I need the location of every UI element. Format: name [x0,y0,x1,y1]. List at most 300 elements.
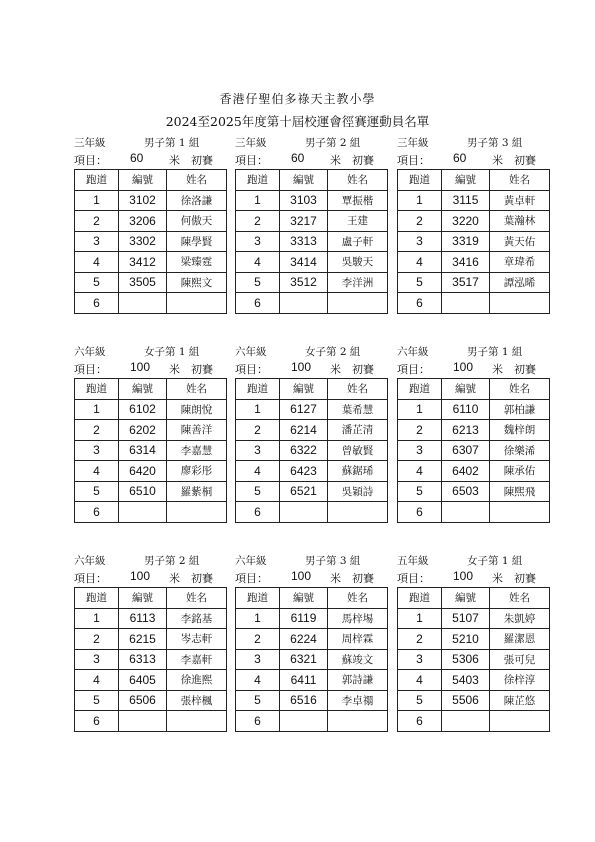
table-row [236,211,388,232]
group-label: 男子第 2 組 [305,137,361,149]
name-cell: 李嘉軒 [167,649,227,670]
column-header: 跑道 [236,379,280,400]
table-row [75,272,227,293]
name-cell: 羅潔恩 [490,629,550,650]
table-row [236,649,388,670]
lane-cell: 2 [236,211,280,232]
event-round: 初賽 [352,363,374,376]
column-header: 跑道 [75,170,119,191]
name-cell [328,293,388,314]
number-cell [280,293,328,314]
lane-cell: 5 [75,272,119,293]
column-header: 跑道 [236,170,280,191]
table-row [75,711,227,732]
lane-cell: 1 [398,399,442,420]
name-cell: 陳煕飛 [490,481,550,502]
event-label: 項目： [235,154,268,167]
number-cell: 6314 [119,440,167,461]
lane-cell: 5 [398,481,442,502]
name-cell: 譚泓晞 [490,272,550,293]
block-header [74,344,226,360]
event-round: 初賽 [514,572,536,585]
number-cell: 6420 [119,461,167,482]
athlete-table [235,169,388,314]
lane-cell: 3 [398,440,442,461]
roster-block [235,344,387,523]
event-distance: 100 [453,569,474,583]
lane-cell: 3 [236,440,280,461]
name-cell: 徐進熙 [167,670,227,691]
table-header-row [398,379,550,400]
roster-block [235,553,387,732]
event-distance: 60 [453,151,467,165]
name-cell: 章瑋希 [490,252,550,273]
number-cell [280,711,328,732]
table-header-row [398,588,550,609]
group-label: 女子第 2 組 [305,346,361,358]
group-label: 男子第 3 組 [467,137,523,149]
number-cell: 6411 [280,670,328,691]
table-row [236,190,388,211]
table-row [75,440,227,461]
name-cell: 陳熙文 [167,272,227,293]
table-header-row [236,588,388,609]
number-cell: 6423 [280,461,328,482]
lane-cell: 3 [75,440,119,461]
name-cell: 徐洛謙 [167,190,227,211]
block-header [235,553,387,569]
event-line [74,360,226,378]
number-cell: 6521 [280,481,328,502]
event-label: 項目： [74,154,107,167]
event-label: 項目： [397,572,430,585]
column-header: 編號 [442,170,490,191]
grade-label: 六年級 [235,555,267,567]
lane-cell: 6 [236,293,280,314]
name-cell: 吳穎詩 [328,481,388,502]
column-header: 跑道 [398,170,442,191]
name-cell: 郭詩謙 [328,670,388,691]
event-unit: 米 [330,363,341,376]
number-cell [280,502,328,523]
block-header [235,135,387,151]
lane-cell: 2 [236,420,280,441]
event-distance: 60 [291,151,305,165]
number-cell [119,293,167,314]
number-cell: 6307 [442,440,490,461]
column-header: 姓名 [490,170,550,191]
table-row [398,211,550,232]
name-cell: 陳朗悅 [167,399,227,420]
lane-cell: 6 [398,502,442,523]
roster-block [74,135,226,314]
lane-cell: 1 [236,399,280,420]
group-label: 女子第 1 組 [144,346,200,358]
event-unit: 米 [169,572,180,585]
table-row [75,608,227,629]
table-row [398,440,550,461]
number-cell: 6202 [119,420,167,441]
number-cell: 3412 [119,252,167,273]
table-row [236,252,388,273]
number-cell: 6503 [442,481,490,502]
table-header-row [75,379,227,400]
column-header: 編號 [280,170,328,191]
event-unit: 米 [330,154,341,167]
number-cell: 6224 [280,629,328,650]
table-row [398,272,550,293]
lane-cell: 3 [75,231,119,252]
name-cell: 王建 [328,211,388,232]
grade-label: 六年級 [74,555,106,567]
name-cell: 蘇鋸琋 [328,461,388,482]
table-row [398,190,550,211]
lane-cell: 4 [75,252,119,273]
number-cell: 3414 [280,252,328,273]
column-header: 編號 [119,588,167,609]
lane-cell: 6 [75,711,119,732]
event-round: 初賽 [514,154,536,167]
lane-cell: 4 [236,461,280,482]
name-cell: 魏梓朗 [490,420,550,441]
lane-cell: 1 [236,608,280,629]
athlete-table [235,378,388,523]
name-cell: 陳善洋 [167,420,227,441]
lane-cell: 4 [75,461,119,482]
table-row [75,690,227,711]
name-cell: 陳學賢 [167,231,227,252]
lane-cell: 5 [398,690,442,711]
block-header [235,344,387,360]
number-cell: 3313 [280,231,328,252]
lane-cell: 4 [398,252,442,273]
event-label: 項目： [235,572,268,585]
athlete-table [235,587,388,732]
name-cell [167,711,227,732]
event-label: 項目： [397,363,430,376]
name-cell: 李嘉慧 [167,440,227,461]
lane-cell: 6 [236,502,280,523]
number-cell [442,502,490,523]
event-unit: 米 [492,572,503,585]
table-row [398,502,550,523]
event-line [235,569,387,587]
name-cell: 吳駿天 [328,252,388,273]
table-row [398,690,550,711]
lane-cell: 2 [75,629,119,650]
roster-block [235,135,387,314]
table-row [75,252,227,273]
lane-cell: 5 [398,272,442,293]
column-header: 跑道 [75,588,119,609]
group-label: 男子第 3 組 [305,555,361,567]
event-label: 項目： [397,154,430,167]
table-row [236,629,388,650]
number-cell: 3319 [442,231,490,252]
number-cell: 6313 [119,649,167,670]
name-cell: 馬梓埸 [328,608,388,629]
event-line [397,360,549,378]
event-round: 初賽 [191,154,213,167]
lane-cell: 2 [236,629,280,650]
column-header: 跑道 [236,588,280,609]
number-cell: 3220 [442,211,490,232]
number-cell: 3416 [442,252,490,273]
number-cell: 3102 [119,190,167,211]
event-round: 初賽 [191,572,213,585]
name-cell [490,711,550,732]
column-header: 編號 [442,588,490,609]
table-row [75,502,227,523]
number-cell: 6119 [280,608,328,629]
table-row [398,231,550,252]
number-cell: 6506 [119,690,167,711]
group-label: 男子第 1 組 [467,346,523,358]
table-row [75,629,227,650]
number-cell: 6510 [119,481,167,502]
column-header: 姓名 [490,588,550,609]
event-line [235,360,387,378]
table-row [75,670,227,691]
number-cell: 6215 [119,629,167,650]
number-cell: 6321 [280,649,328,670]
grade-label: 三年級 [74,137,106,149]
lane-cell: 5 [75,690,119,711]
name-cell: 何傲天 [167,211,227,232]
table-row [236,272,388,293]
athlete-table [397,169,550,314]
number-cell: 6402 [442,461,490,482]
number-cell: 6127 [280,399,328,420]
event-distance: 60 [130,151,144,165]
name-cell: 蘇竣文 [328,649,388,670]
column-header: 姓名 [167,170,227,191]
group-label: 女子第 1 組 [467,555,523,567]
roster-block [74,344,226,523]
lane-cell: 6 [75,293,119,314]
name-cell: 陳承佑 [490,461,550,482]
table-row [236,293,388,314]
lane-cell: 5 [236,481,280,502]
lane-cell: 3 [236,231,280,252]
name-cell [328,711,388,732]
number-cell: 5210 [442,629,490,650]
name-cell: 黃天佑 [490,231,550,252]
event-distance: 100 [453,360,474,374]
name-cell: 徐樂浠 [490,440,550,461]
column-header: 編號 [280,379,328,400]
number-cell: 6102 [119,399,167,420]
name-cell: 潘芷清 [328,420,388,441]
table-row [75,649,227,670]
table-row [398,670,550,691]
grade-label: 三年級 [397,137,429,149]
grade-label: 六年級 [397,346,429,358]
table-header-row [236,170,388,191]
number-cell: 3217 [280,211,328,232]
column-header: 跑道 [398,588,442,609]
column-header: 跑道 [398,379,442,400]
athlete-table [74,378,227,523]
roster-block [397,344,549,523]
lane-cell: 6 [75,502,119,523]
table-row [75,190,227,211]
event-label: 項目： [74,363,107,376]
lane-cell: 5 [236,272,280,293]
lane-cell: 1 [398,190,442,211]
group-label: 男子第 1 組 [144,137,200,149]
number-cell: 3206 [119,211,167,232]
lane-cell: 1 [75,190,119,211]
table-row [75,399,227,420]
table-header-row [75,588,227,609]
roster-block [397,553,549,732]
event-label: 項目： [74,572,107,585]
event-round: 初賽 [514,363,536,376]
column-header: 姓名 [328,379,388,400]
table-row [236,711,388,732]
table-row [236,440,388,461]
number-cell: 3302 [119,231,167,252]
lane-cell: 2 [398,420,442,441]
number-cell: 5506 [442,690,490,711]
column-header: 跑道 [75,379,119,400]
number-cell: 6113 [119,608,167,629]
number-cell: 6322 [280,440,328,461]
column-header: 編號 [119,170,167,191]
name-cell: 陳芷悠 [490,690,550,711]
block-header [74,553,226,569]
grade-label: 三年級 [235,137,267,149]
table-row [75,211,227,232]
table-row [75,461,227,482]
lane-cell: 3 [236,649,280,670]
column-header: 姓名 [328,170,388,191]
roster-block [74,553,226,732]
athlete-table [397,378,550,523]
lane-cell: 1 [236,190,280,211]
name-cell: 岑志軒 [167,629,227,650]
table-row [398,461,550,482]
name-cell: 張梓楓 [167,690,227,711]
block-header [397,135,549,151]
lane-cell: 4 [398,461,442,482]
lane-cell: 2 [75,420,119,441]
table-header-row [236,379,388,400]
table-row [236,420,388,441]
athlete-table [74,169,227,314]
table-row [236,502,388,523]
table-header-row [75,170,227,191]
name-cell: 覃振楷 [328,190,388,211]
column-header: 編號 [442,379,490,400]
lane-cell: 4 [236,252,280,273]
number-cell: 5306 [442,649,490,670]
table-row [398,399,550,420]
name-cell: 徐梓淳 [490,670,550,691]
event-unit: 米 [330,572,341,585]
grade-label: 六年級 [235,346,267,358]
table-row [75,293,227,314]
table-row [75,481,227,502]
name-cell: 廖彩彤 [167,461,227,482]
lane-cell: 1 [75,608,119,629]
name-cell: 羅紫桐 [167,481,227,502]
number-cell: 6516 [280,690,328,711]
table-row [236,608,388,629]
table-row [398,420,550,441]
name-cell: 曾敏賢 [328,440,388,461]
event-distance: 100 [291,569,312,583]
table-row [236,461,388,482]
athlete-table [397,587,550,732]
lane-cell: 5 [75,481,119,502]
table-row [236,399,388,420]
number-cell [119,711,167,732]
name-cell: 葉希慧 [328,399,388,420]
column-header: 姓名 [490,379,550,400]
number-cell [119,502,167,523]
number-cell: 3517 [442,272,490,293]
athlete-table [74,587,227,732]
table-row [398,711,550,732]
table-row [75,420,227,441]
event-line [74,151,226,169]
name-cell: 周梓霖 [328,629,388,650]
event-distance: 100 [130,569,151,583]
name-cell: 梁臻霆 [167,252,227,273]
group-label: 男子第 2 組 [144,555,200,567]
number-cell: 6405 [119,670,167,691]
number-cell [442,711,490,732]
name-cell [328,502,388,523]
grade-label: 五年級 [397,555,429,567]
lane-cell: 6 [398,711,442,732]
lane-cell: 3 [398,649,442,670]
lane-cell: 1 [75,399,119,420]
number-cell [442,293,490,314]
column-header: 編號 [280,588,328,609]
grade-label: 六年級 [74,346,106,358]
table-row [236,231,388,252]
number-cell: 6213 [442,420,490,441]
event-round: 初賽 [352,154,374,167]
lane-cell: 4 [75,670,119,691]
event-distance: 100 [130,360,151,374]
number-cell: 3115 [442,190,490,211]
school-name: 香港仔聖伯多祿天主教小學 [219,92,376,106]
table-row [75,231,227,252]
table-row [236,481,388,502]
number-cell: 5107 [442,608,490,629]
lane-cell: 4 [398,670,442,691]
document-title: 2024至2025年度第十屆校運會徑賽運動員名單 [165,114,430,129]
table-row [398,649,550,670]
name-cell [167,293,227,314]
lane-cell: 1 [398,608,442,629]
number-cell: 3512 [280,272,328,293]
event-unit: 米 [492,154,503,167]
name-cell: 黃卓軒 [490,190,550,211]
name-cell [167,502,227,523]
event-line [397,151,549,169]
name-cell: 李洋洲 [328,272,388,293]
name-cell: 張可兒 [490,649,550,670]
event-line [235,151,387,169]
column-header: 姓名 [328,588,388,609]
column-header: 編號 [119,379,167,400]
event-line [397,569,549,587]
